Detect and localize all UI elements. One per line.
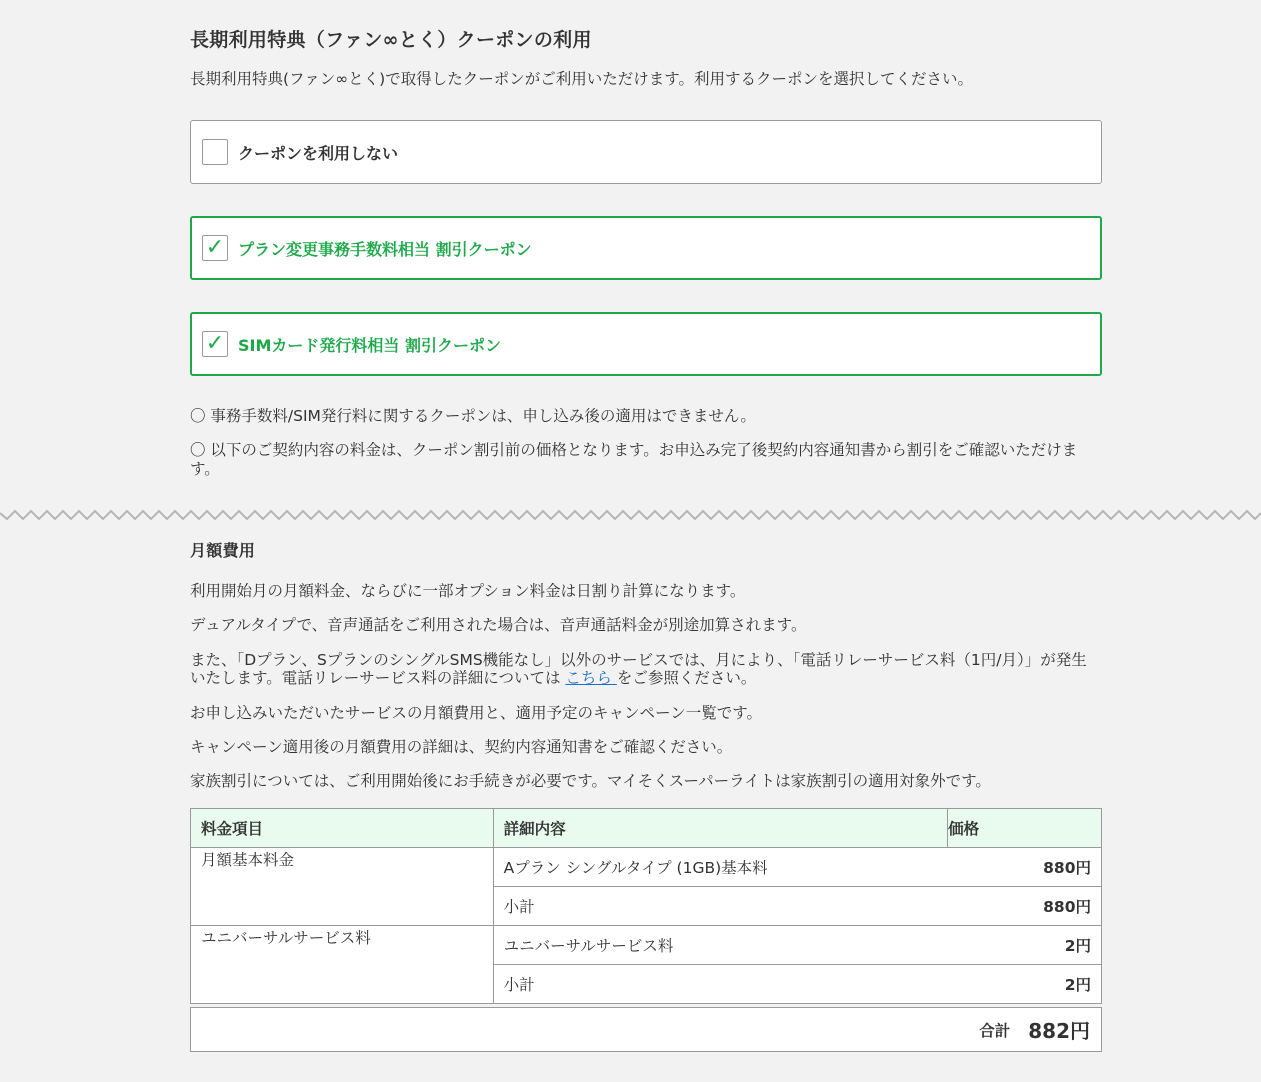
total-label: 合計 [979, 1021, 1011, 1040]
coupon-section-title: 長期利用特典（ファン∞とく）クーポンの利用 [190, 29, 592, 51]
table-header-row [191, 809, 1102, 848]
checkmark-icon: ✓ [205, 235, 225, 260]
total-row [190, 1007, 1102, 1052]
checkbox-checked[interactable] [202, 331, 228, 357]
coupon-note-2: 〇 以下のご契約内容の料金は、クーポン割引前の価格となります。お申込み完了後契約内容通知書から割引をご確認いただけます。 [190, 441, 1078, 478]
coupon-note-1: 〇 事務手数料/SIM発行料に関するクーポンは、申し込み後の適用はできません。 [190, 407, 756, 425]
coupon-option-label: クーポンを利用しない [238, 143, 399, 163]
monthly-section-title: 月額費用 [190, 541, 256, 560]
relay-service-text: また、「Dプラン、SプランのシングルSMS機能なし」以外のサービスでは、月により、「電話リレーサービス料（1円/月）」が発生いたします。電話リレーサービス料の詳細については こちら をご参照ください。 [190, 651, 1087, 687]
fee-category: 月額基本料金 [191, 848, 494, 926]
coupon-option-label: SIMカード発行料相当 割引クーポン [238, 335, 501, 355]
checkmark-icon: ✓ [205, 331, 225, 356]
coupon-option-none[interactable] [190, 120, 1102, 184]
fee-price: 2円 [948, 965, 1102, 1004]
checkbox-checked[interactable] [202, 235, 228, 261]
header-fee-item: 料金項目 [191, 809, 494, 848]
fee-detail: ユニバーサルサービス料 [493, 926, 947, 965]
checkbox[interactable] [202, 139, 228, 165]
coupon-option-sim-card[interactable] [190, 312, 1102, 376]
header-price: 価格 [948, 809, 1102, 848]
monthly-text-3: お申し込みいただいたサービスの月額費用と、適用予定のキャンペーン一覧です。 [190, 704, 762, 722]
table-row [191, 848, 1102, 887]
fee-category: ユニバーサルサービス料 [191, 926, 494, 1004]
coupon-lead-text: 長期利用特典(ファン∞とく)で取得したクーポンがご利用いただけます。利用するクーポンを選択してください。 [190, 70, 973, 88]
table-row [191, 926, 1102, 965]
fee-table [190, 808, 1102, 1004]
relay-details-link[interactable]: こちら [565, 669, 617, 687]
fee-price: 880円 [948, 848, 1102, 887]
coupon-option-plan-change[interactable] [190, 216, 1102, 280]
monthly-text-1: 利用開始月の月額料金、ならびに一部オプション料金は日割り計算になります。 [190, 582, 746, 600]
fee-detail: Aプラン シングルタイプ (1GB)基本料 [493, 848, 947, 887]
zigzag-divider [0, 505, 1261, 527]
coupon-option-label: プラン変更事務手数料相当 割引クーポン [238, 239, 532, 259]
monthly-text-4: キャンペーン適用後の月額費用の詳細は、契約内容通知書をご確認ください。 [190, 738, 733, 756]
header-detail: 詳細内容 [493, 809, 947, 848]
monthly-text-2: デュアルタイプで、音声通話をご利用された場合は、音声通話料金が別途加算されます。 [190, 616, 807, 634]
fee-detail: 小計 [493, 887, 947, 926]
monthly-text-5: 家族割引については、ご利用開始後にお手続きが必要です。マイそくスーパーライトは家族割引の適用対象外です。 [190, 772, 991, 790]
fee-detail: 小計 [493, 965, 947, 1004]
fee-price: 2円 [948, 926, 1102, 965]
fee-price: 880円 [948, 887, 1102, 926]
total-value: 882円 [1028, 1019, 1090, 1043]
